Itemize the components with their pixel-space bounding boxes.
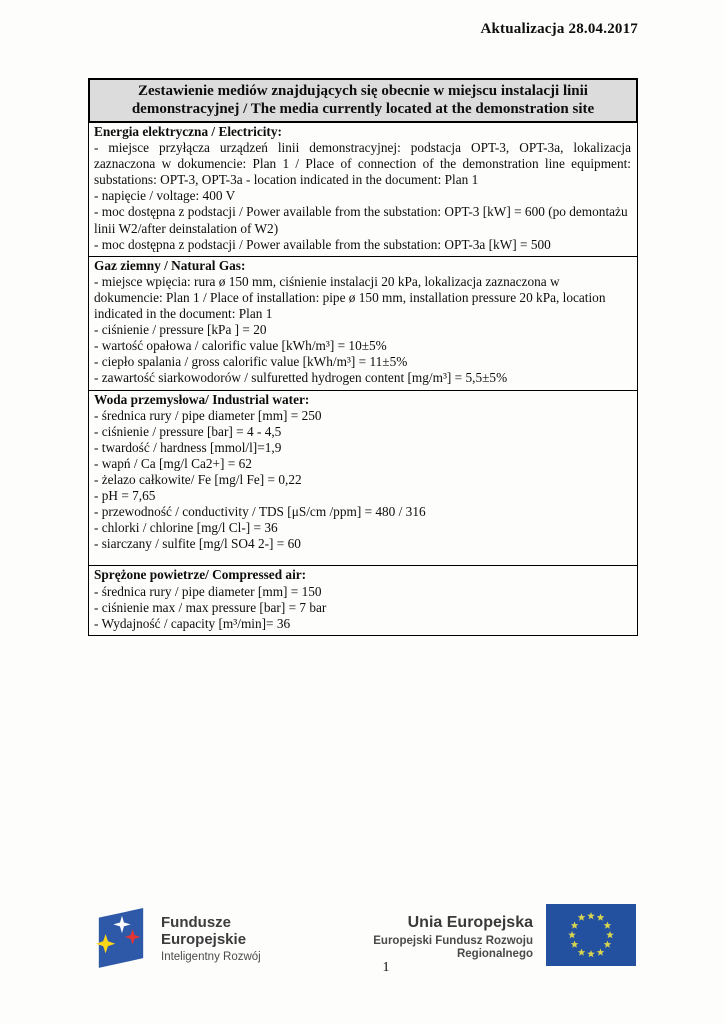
fundusze-europejskie-title: Fundusze Europejskie	[161, 914, 247, 948]
spec-line: - ciśnienie max / max pressure [bar] = 7 bar	[94, 599, 327, 615]
spec-line: - ciśnienie / pressure [bar] = 4 - 4,5	[94, 423, 282, 439]
media-table	[88, 78, 638, 636]
page-number: 1	[382, 960, 390, 975]
table-sections	[88, 123, 638, 636]
update-date: Aktualizacja 28.04.2017	[480, 21, 638, 37]
unia-europejska-text	[363, 914, 533, 962]
spec-line: - żelazo całkowite/ Fe [mg/l Fe] = 0,22	[94, 471, 302, 487]
spec-line: - wapń / Ca [mg/l Ca2+] = 62	[94, 455, 252, 471]
section-header-electricity: Energia elektryczna / Electricity:	[94, 124, 282, 139]
section-header-compressed-air: Sprężone powietrze/ Compressed air:	[94, 567, 307, 583]
spec-line: - miejsce wpięcia: rura ø 150 mm, ciśnienie instalacji 20 kPa, lokalizacja zaznaczona w dokumencie: Plan 1 / Place of installation: pipe ø 150 mm, installation pressure 20 kPa, location indicated in the document: Plan 1	[94, 273, 606, 322]
section-header-natural-gas: Gaz ziemny / Natural Gas:	[94, 257, 246, 273]
spec-line: - Wydajność / capacity [m³/min]= 36	[94, 615, 291, 631]
spec-line: - chlorki / chlorine [mg/l Cl-] = 36	[94, 520, 278, 536]
section-compressed-air	[88, 566, 638, 635]
spec-line: - średnica rury / pipe diameter [mm] = 250	[94, 407, 322, 423]
spec-line: - ciśnienie / pressure [kPa ] = 20	[94, 322, 267, 338]
section-electricity	[88, 123, 638, 257]
spec-line: - moc dostępna z podstacji / Power available from the substation: OPT-3 [kW] = 600 (po demontażu linii W2/after deinstalation of W2)	[94, 204, 628, 236]
spec-line: - siarczany / sulfite [mg/l SO4 2-] = 60	[94, 536, 301, 552]
section-natural-gas	[88, 257, 638, 391]
spec-line: - przewodność / conductivity / TDS [μS/cm /ppm] = 480 / 316	[94, 504, 426, 520]
fundusze-europejskie-subtitle: Inteligentny Rozwój	[161, 951, 261, 963]
spec-line: - zawartość siarkowodorów / sulfuretted hydrogen content [mg/m³] = 5,5±5%	[94, 370, 508, 386]
spec-line: - miejsce przyłącza urządzeń linii demonstracyjnej: podstacja OPT-3, OPT-3a, lokalizacja zaznaczona w dokumencie: Plan 1 / Place of connection of the demonstration line equipment: substations: OPT-3, OPT-3a - location indicated in the document: Plan 1	[94, 140, 631, 188]
spec-line: - średnica rury / pipe diameter [mm] = 150	[94, 583, 322, 599]
unia-europejska-subtitle: Europejski Fundusz Rozwoju Regionalnego	[373, 934, 533, 960]
table-title: Zestawienie mediów znajdujących się obecnie w miejscu instalacji linii demonstracyjnej / The media currently located at the demonstration site	[88, 78, 638, 123]
spec-line: - moc dostępna z podstacji / Power available from the substation: OPT-3a [kW] = 500	[94, 236, 551, 252]
spec-line: - wartość opałowa / calorific value [kWh/m³] = 10±5%	[94, 338, 387, 354]
spec-line: - ciepło spalania / gross calorific value [kWh/m³] = 11±5%	[94, 354, 408, 370]
spec-line: - twardość / hardness [mmol/l]=1,9	[94, 439, 282, 455]
section-header-industrial-water: Woda przemysłowa/ Industrial water:	[94, 391, 310, 407]
spec-line: - napięcie / voltage: 400 V	[94, 188, 236, 204]
spec-line: - pH = 7,65	[94, 488, 156, 504]
fundusze-europejskie-text	[161, 914, 273, 963]
section-industrial-water	[88, 391, 638, 567]
unia-europejska-title: Unia Europejska	[407, 913, 533, 931]
